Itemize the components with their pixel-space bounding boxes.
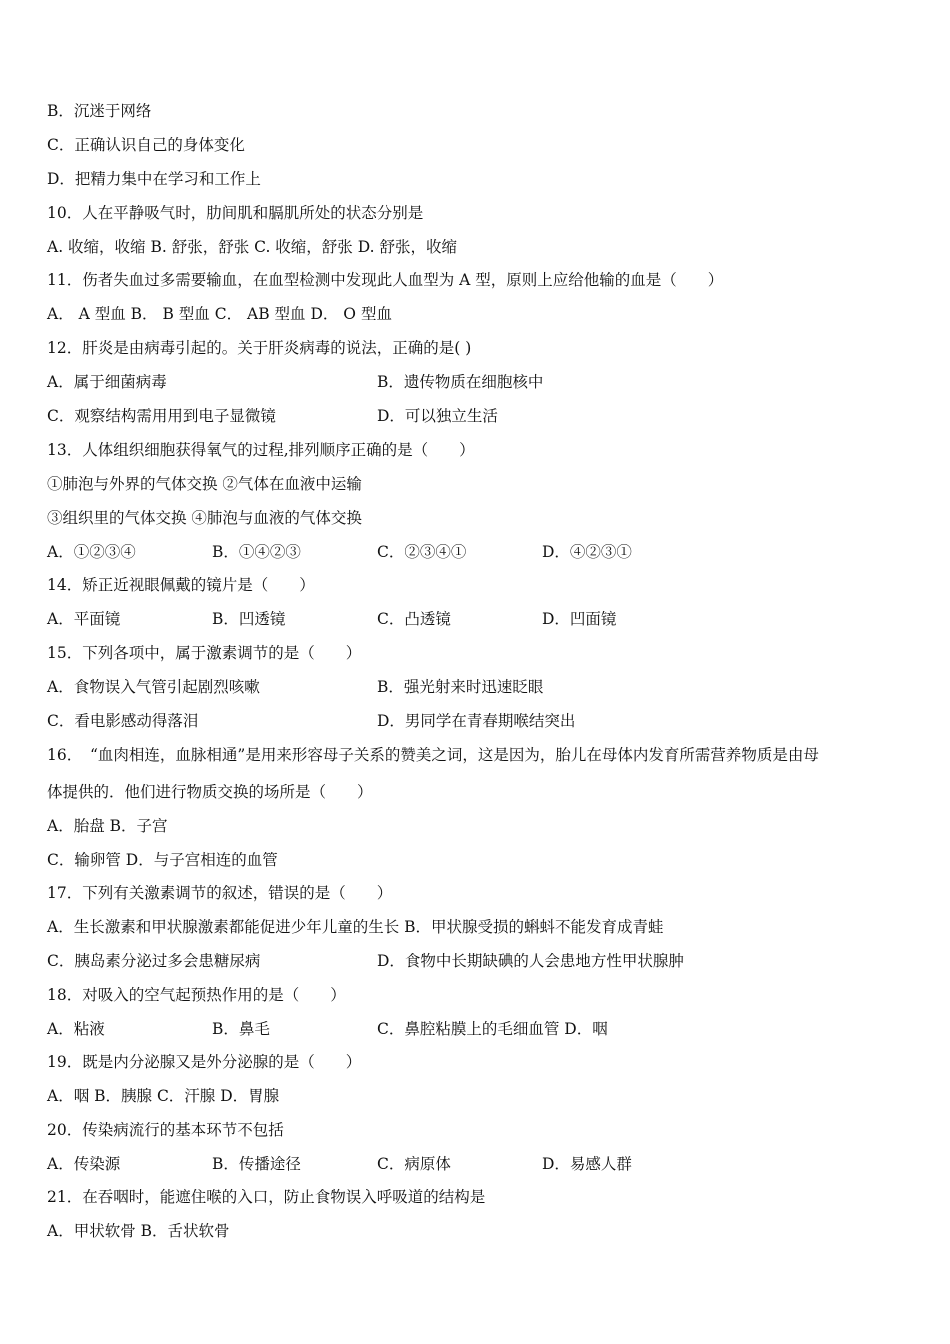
q20-option-a: A．传染源 <box>47 1155 121 1173</box>
q12-option-a: A．属于细菌病毒 <box>47 373 167 391</box>
q13-stem: 13．人体组织细胞获得氧气的过程,排列顺序正确的是（ ） <box>47 441 475 459</box>
q9-option-d: D．把精力集中在学习和工作上 <box>47 170 261 188</box>
q18-option-c-d: C．鼻腔粘膜上的毛细血管 D．咽 <box>377 1020 608 1038</box>
q21-options: A．甲状软骨 B．舌状软骨 <box>47 1222 230 1240</box>
q15-option-b: B．强光射来时迅速眨眼 <box>377 678 544 696</box>
q14-option-b: B．凹透镜 <box>212 610 286 628</box>
q19-stem: 19．既是内分泌腺又是外分泌腺的是（ ） <box>47 1053 362 1071</box>
q17-stem: 17．下列有关激素调节的叙述，错误的是（ ） <box>47 884 393 902</box>
q12-stem: 12．肝炎是由病毒引起的。关于肝炎病毒的说法，正确的是( ) <box>47 339 472 357</box>
q13-option-d: D．④②③① <box>542 543 632 561</box>
q13-steps-2: ③组织里的气体交换 ④肺泡与血液的气体交换 <box>47 509 362 527</box>
q20-stem: 20．传染病流行的基本环节不包括 <box>47 1121 284 1139</box>
q13-steps-1: ①肺泡与外界的气体交换 ②气体在血液中运输 <box>47 475 362 493</box>
q15-option-d: D．男同学在青春期喉结突出 <box>377 712 576 730</box>
q15-option-c: C．看电影感动得落泪 <box>47 712 199 730</box>
q15-option-a: A．食物误入气管引起剧烈咳嗽 <box>47 678 260 696</box>
q20-option-c: C．病原体 <box>377 1155 451 1173</box>
q18-option-a: A．粘液 <box>47 1020 105 1038</box>
q13-option-b: B．①④②③ <box>212 543 301 561</box>
q16-stem-line1: 16． “血肉相连，血脉相通”是用来形容母子关系的赞美之词，这是因为，胎儿在母体内发育所需营养物质是由母 <box>47 746 819 764</box>
q11-stem: 11．伤者失血过多需要输血，在血型检测中发现此人血型为 A 型，原则上应给他输的血是（ ） <box>47 271 724 289</box>
q9-option-b: B．沉迷于网络 <box>47 102 152 120</box>
q16-stem-line2: 体提供的．他们进行物质交换的场所是（ ） <box>47 783 373 801</box>
q12-option-c: C．观察结构需用用到电子显微镜 <box>47 407 276 425</box>
q17-option-c: C．胰岛素分泌过多会患糖尿病 <box>47 952 261 970</box>
q14-option-d: D．凹面镜 <box>542 610 617 628</box>
q13-option-a: A．①②③④ <box>47 543 136 561</box>
q14-option-a: A．平面镜 <box>47 610 121 628</box>
q16-options-row2: C．输卵管 D．与子宫相连的血管 <box>47 851 278 869</box>
q9-option-c: C．正确认识自己的身体变化 <box>47 136 245 154</box>
q20-option-b: B．传播途径 <box>212 1155 301 1173</box>
q15-stem: 15．下列各项中，属于激素调节的是（ ） <box>47 644 362 662</box>
q18-stem: 18．对吸入的空气起预热作用的是（ ） <box>47 986 346 1004</box>
q13-option-c: C．②③④① <box>377 543 467 561</box>
q11-options: A． A 型血 B． B 型血 C． AB 型血 D． O 型血 <box>47 305 392 323</box>
q18-option-b: B．鼻毛 <box>212 1020 270 1038</box>
q10-stem: 10．人在平静吸气时，肋间肌和膈肌所处的状态分别是 <box>47 204 424 222</box>
q12-option-b: B．遗传物质在细胞核中 <box>377 373 544 391</box>
q21-stem: 21．在吞咽时，能遮住喉的入口，防止食物误入呼吸道的结构是 <box>47 1188 486 1206</box>
q20-option-d: D．易感人群 <box>542 1155 632 1173</box>
q12-option-d: D．可以独立生活 <box>377 407 498 425</box>
q17-options-row1: A．生长激素和甲状腺激素都能促进少年儿童的生长 B．甲状腺受损的蝌蚪不能发育成青蛙 <box>47 918 664 936</box>
q17-option-d: D．食物中长期缺碘的人会患地方性甲状腺肿 <box>377 952 684 970</box>
q14-option-c: C．凸透镜 <box>377 610 451 628</box>
q19-options: A．咽 B．胰腺 C．汗腺 D．胃腺 <box>47 1087 280 1105</box>
q16-options-row1: A．胎盘 B．子宫 <box>47 817 168 835</box>
q14-stem: 14．矫正近视眼佩戴的镜片是（ ） <box>47 576 315 594</box>
q10-options: A. 收缩，收缩 B. 舒张，舒张 C. 收缩，舒张 D. 舒张，收缩 <box>47 238 457 256</box>
